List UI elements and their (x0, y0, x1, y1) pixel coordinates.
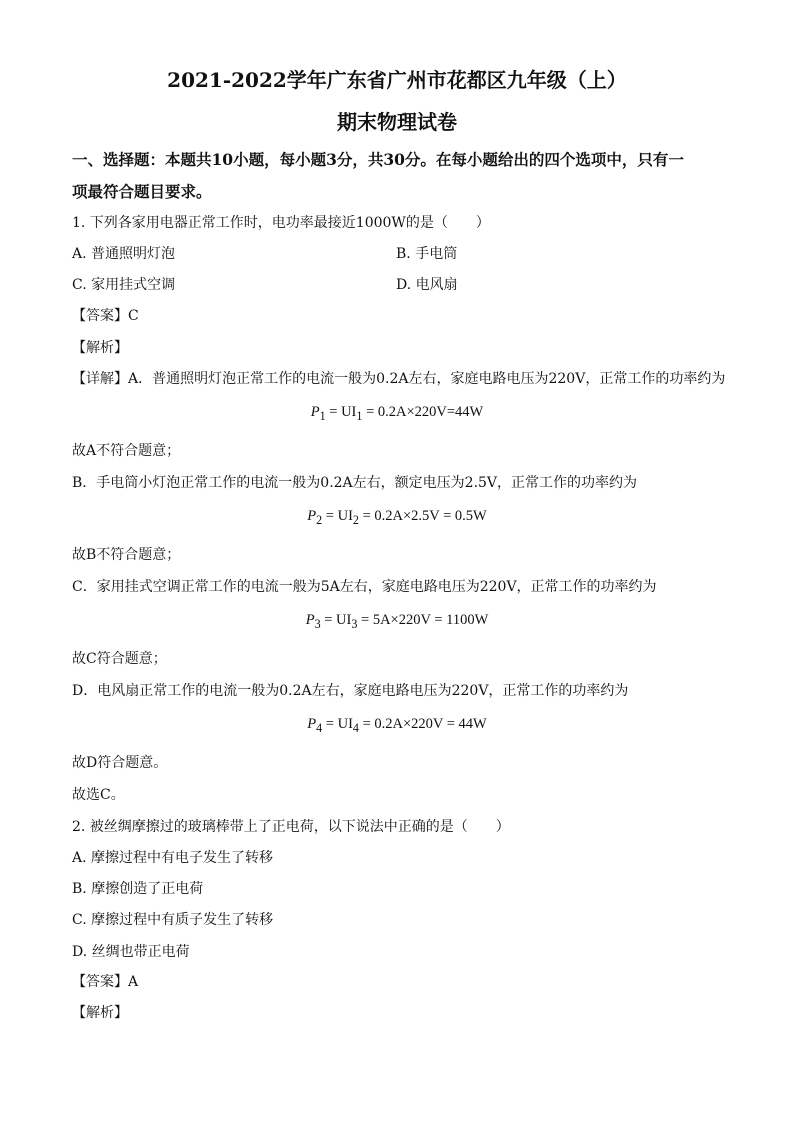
q1-detail-d: D．电风扇正常工作的电流一般为0.2A左右，家庭电路电压为220V，正常工作的功率约为 (72, 683, 629, 699)
q1-option-a: A. 普通照明灯泡 (72, 246, 176, 262)
q2-stem: 2. 被丝绸摩擦过的玻璃棒带上了正电荷，以下说法中正确的是（ ） (72, 819, 510, 835)
q2-option-c: C. 摩擦过程中有质子发生了转移 (72, 912, 274, 928)
q1-formula-c: $P_3 = UI_3 = 5A\times 220V = 1100W$ (305, 612, 489, 631)
q1-detail-c: C．家用挂式空调正常工作的电流一般为5A左右，家庭电路电压为220V，正常工作的功率约为 (72, 579, 657, 595)
q1-detail-b: B．手电筒小灯泡正常工作的电流一般为0.2A左右，额定电压为2.5V，正常工作的功率约为 (72, 475, 638, 491)
q2-option-a: A. 摩擦过程中有电子发生了转移 (72, 850, 274, 866)
page-title-line2: 期末物理试卷 (337, 110, 457, 134)
section-heading-line1: 一、选择题：本题共10小题，每小题3分，共30分。在每小题给出的四个选项中，只有一 (72, 150, 684, 169)
q1-answer: 【答案】C (72, 308, 139, 324)
q1-formula-b: $P_2 = UI_2 = 0.2A\times 2.5V = 0.5W$ (307, 508, 487, 527)
q1-analysis-label: 【解析】 (72, 340, 128, 356)
q1-formula-d: $P_4 = UI_4 = 0.2A\times 220V = 44W$ (307, 716, 487, 735)
q1-conclusion-a: 故A不符合题意； (72, 443, 181, 459)
section-heading-line2: 项最符合题目要求。 (72, 182, 212, 201)
q1-final-answer: 故选C。 (72, 787, 125, 803)
q2-answer: 【答案】A (72, 974, 139, 990)
q1-conclusion-c: 故C符合题意； (72, 651, 167, 667)
q1-formula-a: $P_1 = UI_1 = 0.2A\times 220V=44W$ (310, 404, 484, 423)
q1-detail-a: 【详解】A．普通照明灯泡正常工作的电流一般为0.2A左右，家庭电路电压为220V，正常工作的功率约为 (72, 371, 726, 387)
q1-option-b: B. 手电筒 (396, 246, 458, 262)
page-title-line1: 2021-2022学年广东省广州市花都区九年级（上） (167, 68, 627, 92)
q1-stem: 1. 下列各家用电器正常工作时，电功率最接近1000W的是（ ） (72, 215, 490, 231)
q1-conclusion-b: 故B不符合题意； (72, 547, 181, 563)
q1-option-c: C. 家用挂式空调 (72, 277, 176, 293)
q1-option-d: D. 电风扇 (396, 277, 458, 293)
q2-analysis-label: 【解析】 (72, 1005, 128, 1021)
q2-option-b: B. 摩擦创造了正电荷 (72, 881, 204, 897)
q1-conclusion-d: 故D符合题意。 (72, 755, 168, 771)
q2-option-d: D. 丝绸也带正电荷 (72, 944, 190, 960)
